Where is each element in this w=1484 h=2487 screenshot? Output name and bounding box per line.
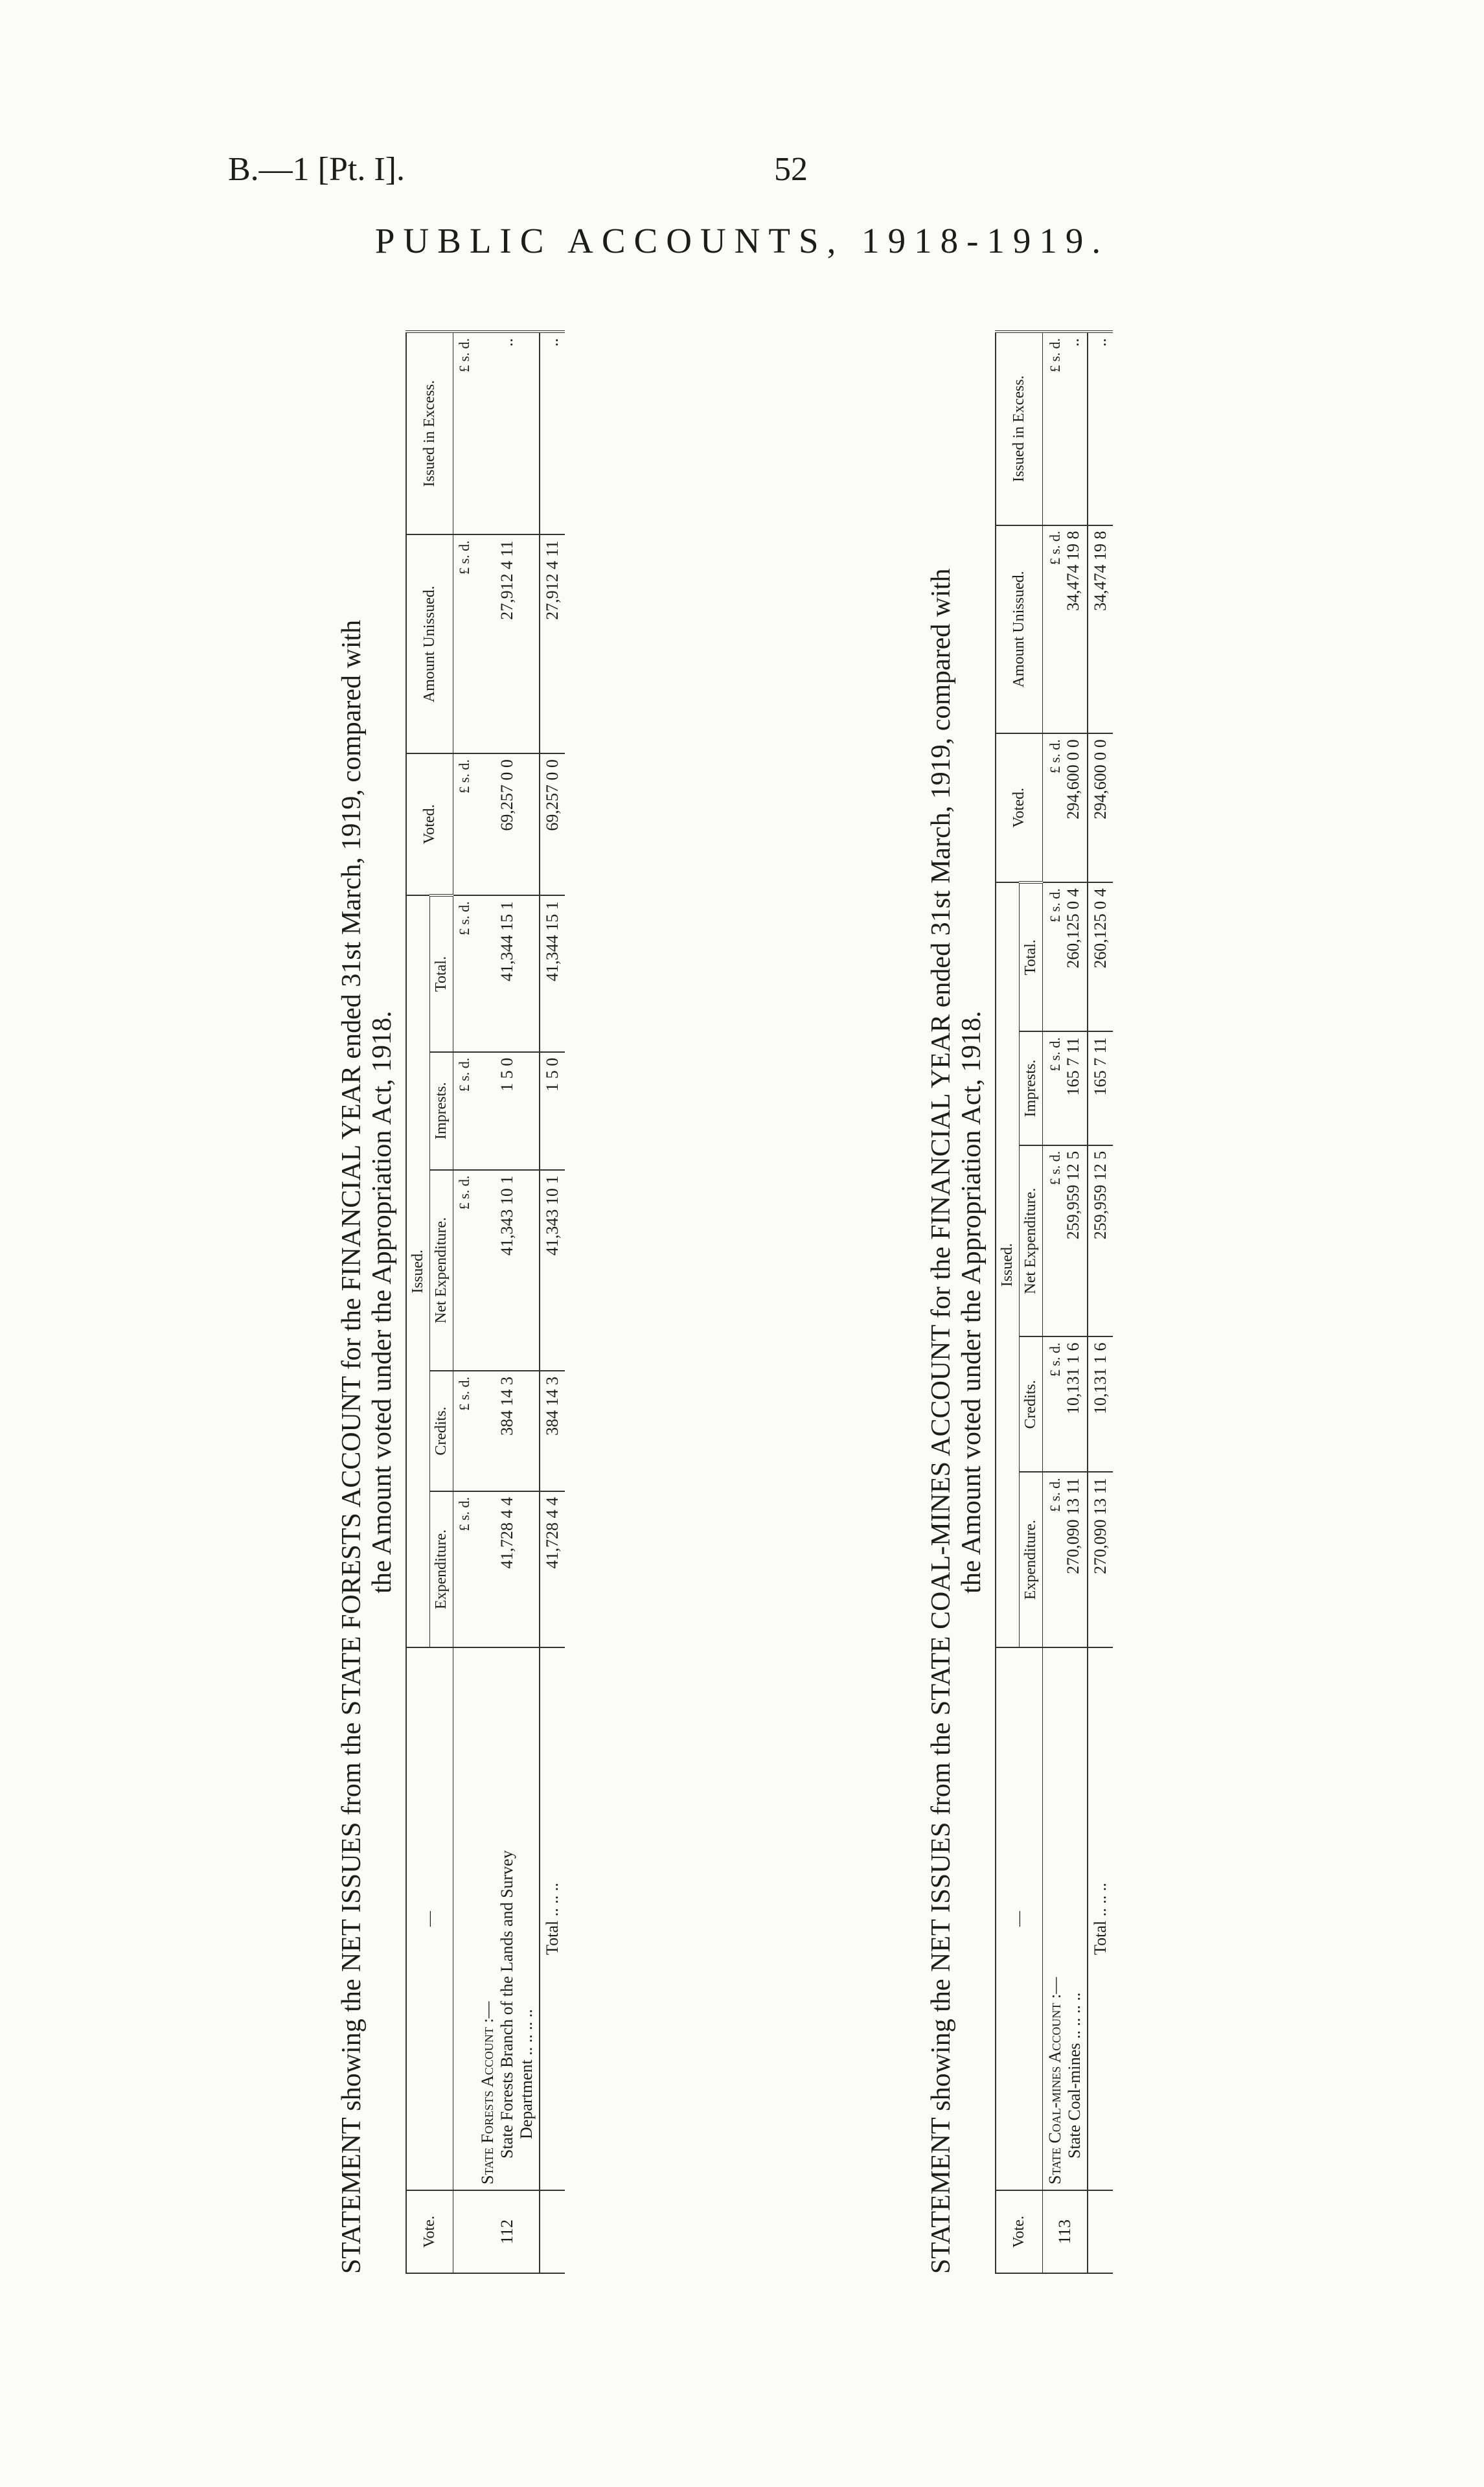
header-amount-unissued: Amount Unissued. xyxy=(996,525,1043,734)
page-title: PUBLIC ACCOUNTS, 1918-1919. xyxy=(374,221,1110,260)
unit-label: £ s. d. xyxy=(453,1491,476,1647)
cell-value: 294,600 0 0 xyxy=(1064,739,1082,819)
account-name: State Forests Account :— xyxy=(478,2001,497,2184)
total-amount-unissued: 34,474 19 8 xyxy=(1088,525,1113,734)
unit-label: £ s. d. xyxy=(453,1170,476,1371)
total-total: 41,344 15 1 xyxy=(540,895,565,1051)
header-imprests: Imprests. xyxy=(1020,1031,1043,1145)
cell-amount-unissued xyxy=(1043,525,1088,734)
header-description: — xyxy=(406,1647,453,2190)
total-total: 260,125 0 4 xyxy=(1088,882,1113,1031)
row-line1: State Coal-mines .. .. .. .. xyxy=(1065,1992,1084,2159)
unit-label: £ s. d. xyxy=(453,1371,476,1491)
header-issued-in-excess: Issued in Excess. xyxy=(996,332,1043,525)
total-net-expenditure: 259,959 12 5 xyxy=(1088,1145,1113,1337)
header-vote: Vote. xyxy=(996,2190,1043,2273)
total-expenditure: 41,728 4 4 xyxy=(540,1491,565,1647)
header-total: Total. xyxy=(1020,882,1043,1031)
statement-title-line2: the Amount voted under the Appropriation Act, 1918. xyxy=(367,1011,397,1594)
header-issued: Issued. xyxy=(996,882,1020,1647)
cell-credits xyxy=(1043,1337,1088,1473)
header-credits: Credits. xyxy=(430,1371,453,1491)
header-vote: Vote. xyxy=(406,2190,453,2273)
total-credits: 10,131 1 6 xyxy=(1088,1337,1113,1473)
unit-label: £ s. d. xyxy=(1047,1478,1063,1512)
total-row xyxy=(540,332,565,2273)
cell-net-expenditure xyxy=(1043,1145,1088,1337)
statement-title xyxy=(337,330,398,2274)
total-label: Total .. .. .. xyxy=(540,1647,565,2190)
statement-table xyxy=(405,330,565,2274)
header-voted: Voted. xyxy=(406,753,453,895)
unit-label: £ s. d. xyxy=(1047,1342,1063,1377)
total-imprests: 165 7 11 xyxy=(1088,1031,1113,1145)
vote-number: 112 xyxy=(475,2190,540,2273)
unit-label: £ s. d. xyxy=(1047,1151,1063,1186)
header-net-expenditure: Net Expenditure. xyxy=(430,1170,453,1371)
total-net-expenditure: 41,343 10 1 xyxy=(540,1170,565,1371)
total-credits: 384 14 3 xyxy=(540,1371,565,1491)
header-issued-in-excess: Issued in Excess. xyxy=(406,332,453,534)
cell-expenditure xyxy=(1043,1472,1088,1647)
total-voted: 69,257 0 0 xyxy=(540,753,565,895)
header-imprests: Imprests. xyxy=(430,1052,453,1170)
header-net-expenditure: Net Expenditure. xyxy=(1020,1145,1043,1337)
table-row xyxy=(475,332,540,2273)
total-amount-unissued: 27,912 4 11 xyxy=(540,534,565,753)
header-credits: Credits. xyxy=(1020,1337,1043,1473)
total-row xyxy=(1088,332,1113,2273)
statement-table xyxy=(995,330,1113,2274)
total-issued-in-excess: .. xyxy=(540,332,565,534)
row-line2: Department .. .. .. .. xyxy=(517,2009,536,2139)
header-issued: Issued. xyxy=(406,895,430,1647)
row-description xyxy=(1043,1647,1088,2190)
cell-issued-in-excess xyxy=(1043,332,1088,525)
cell-value: 34,474 19 8 xyxy=(1064,531,1082,612)
cell-imprests: 1 5 0 xyxy=(475,1052,540,1170)
cell-value: 259,959 12 5 xyxy=(1064,1151,1082,1240)
header-amount-unissued: Amount Unissued. xyxy=(406,534,453,753)
statement-state-forests xyxy=(337,330,661,2274)
cell-value: 165 7 11 xyxy=(1064,1037,1082,1096)
unit-label: £ s. d. xyxy=(453,1052,476,1170)
statement-state-coal-mines xyxy=(926,330,1211,2274)
cell-value: 270,090 13 11 xyxy=(1064,1478,1082,1574)
row-description xyxy=(475,1647,540,2190)
unit-label: £ s. d. xyxy=(453,534,476,753)
cell-value: .. xyxy=(1064,338,1082,347)
document-reference: B.—1 [Pt. I]. xyxy=(228,151,405,188)
cell-issued-in-excess: .. xyxy=(475,332,540,534)
unit-label: £ s. d. xyxy=(453,753,476,895)
cell-value: 260,125 0 4 xyxy=(1064,888,1082,968)
statement-title-line2: the Amount voted under the Appropriation Act, 1918. xyxy=(957,1011,987,1594)
cell-expenditure: 41,728 4 4 xyxy=(475,1491,540,1647)
total-voted: 294,600 0 0 xyxy=(1088,733,1113,882)
total-issued-in-excess: .. xyxy=(1088,332,1113,525)
unit-label: £ s. d. xyxy=(1047,739,1063,774)
cell-amount-unissued: 27,912 4 11 xyxy=(475,534,540,753)
account-name: State Coal-mines Account :— xyxy=(1045,1977,1064,2184)
row-line1: State Forests Branch of the Lands and Survey xyxy=(497,1850,516,2159)
header-description: — xyxy=(996,1647,1043,2190)
total-imprests: 1 5 0 xyxy=(540,1052,565,1170)
table-row xyxy=(1043,332,1088,2273)
header-expenditure: Expenditure. xyxy=(1020,1472,1043,1647)
unit-label: £ s. d. xyxy=(1047,1037,1063,1072)
vote-number: 113 xyxy=(1043,2190,1088,2273)
page-number: 52 xyxy=(774,151,808,188)
cell-total xyxy=(1043,882,1088,1031)
unit-label: £ s. d. xyxy=(1047,888,1063,923)
statement-title-line1: STATEMENT showing the NET ISSUES from the STATE FORESTS ACCOUNT for the FINANCIAL YEAR ended 31st March, 1919, compared with xyxy=(337,619,367,2274)
cell-imprests xyxy=(1043,1031,1088,1145)
total-label: Total .. .. .. xyxy=(1088,1647,1113,2190)
cell-total: 41,344 15 1 xyxy=(475,895,540,1051)
cell-net-expenditure: 41,343 10 1 xyxy=(475,1170,540,1371)
unit-label: £ s. d. xyxy=(1047,338,1063,372)
unit-label: £ s. d. xyxy=(453,332,476,534)
cell-voted: 69,257 0 0 xyxy=(475,753,540,895)
cell-value: 10,131 1 6 xyxy=(1064,1342,1082,1414)
cell-credits: 384 14 3 xyxy=(475,1371,540,1491)
unit-label: £ s. d. xyxy=(1047,531,1063,566)
total-expenditure: 270,090 13 11 xyxy=(1088,1472,1113,1647)
statement-title xyxy=(926,330,987,2274)
header-expenditure: Expenditure. xyxy=(430,1491,453,1647)
header-voted: Voted. xyxy=(996,733,1043,882)
cell-voted xyxy=(1043,733,1088,882)
unit-label: £ s. d. xyxy=(453,895,476,1051)
header-total: Total. xyxy=(430,895,453,1051)
statement-title-line1: STATEMENT showing the NET ISSUES from the STATE COAL-MINES ACCOUNT for the FINANCIAL YEAR ended 31st March, 1919, compared with xyxy=(926,568,956,2274)
